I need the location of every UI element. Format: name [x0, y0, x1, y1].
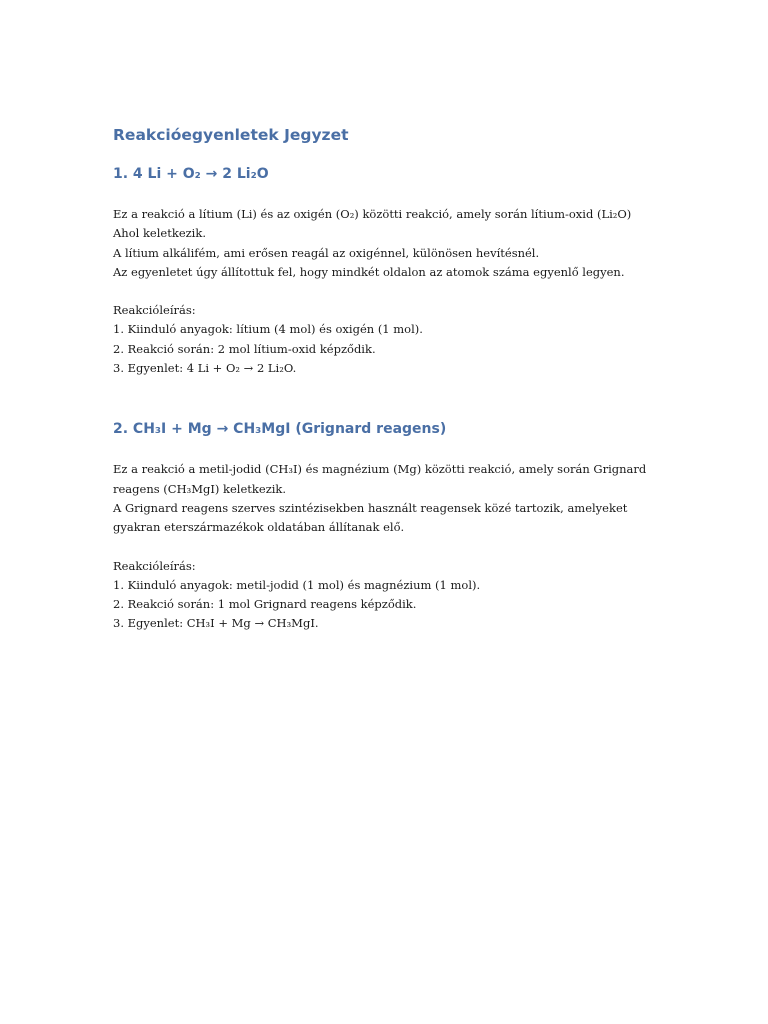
description-line: Ahol keletkezik.: [113, 226, 206, 241]
description-line: Ez a reakció a metil-jodid (CH₃I) és magnézium (Mg) közötti reakció, amely során Grignard: [113, 462, 647, 477]
step-item: 1. Kiinduló anyagok: lítium (4 mol) és oxigén (1 mol).: [113, 322, 423, 337]
step-item: 2. Reakció során: 2 mol lítium-oxid képződik.: [113, 341, 376, 356]
reaction-steps: [113, 557, 673, 634]
section-description: [113, 205, 673, 282]
step-item: 3. Egyenlet: 4 Li + O₂ → 2 Li₂O.: [113, 361, 297, 376]
section-heading: 2. CH₃I + Mg → CH₃MgI (Grignard reagens): [113, 421, 447, 438]
description-line: A Grignard reagens szerves szintézisekben használt reagensek közé tartozik, amelyeket: [113, 500, 628, 515]
description-line: Az egyenletet úgy állítottuk fel, hogy mindkét oldalon az atomok száma egyenlő legyen.: [113, 264, 625, 279]
steps-label: Reakcióleírás:: [113, 558, 196, 573]
document-page: [113, 120, 673, 634]
section-grignard: [113, 416, 673, 633]
document-title: Reakcióegyenletek Jegyzet: [113, 126, 349, 144]
description-line: gyakran eterszármazékok oldatában állítanak elő.: [113, 520, 405, 535]
step-item: 3. Egyenlet: CH₃I + Mg → CH₃MgI.: [113, 616, 319, 631]
section-heading: 1. 4 Li + O₂ → 2 Li₂O: [113, 166, 269, 182]
section-lithium-oxide: [113, 161, 673, 378]
step-item: 2. Reakció során: 1 mol Grignard reagens képződik.: [113, 597, 417, 612]
steps-label: Reakcióleírás:: [113, 303, 196, 318]
description-line: reagens (CH₃MgI) keletkezik.: [113, 481, 287, 496]
description-line: A lítium alkálifém, ami erősen reagál az oxigénnel, különösen hevítésnél.: [113, 245, 540, 260]
reaction-steps: [113, 301, 673, 378]
section-description: [113, 460, 673, 537]
step-item: 1. Kiinduló anyagok: metil-jodid (1 mol) és magnézium (1 mol).: [113, 577, 481, 592]
description-line: Ez a reakció a lítium (Li) és az oxigén (O₂) közötti reakció, amely során lítium-oxid (Li₂O): [113, 207, 632, 221]
